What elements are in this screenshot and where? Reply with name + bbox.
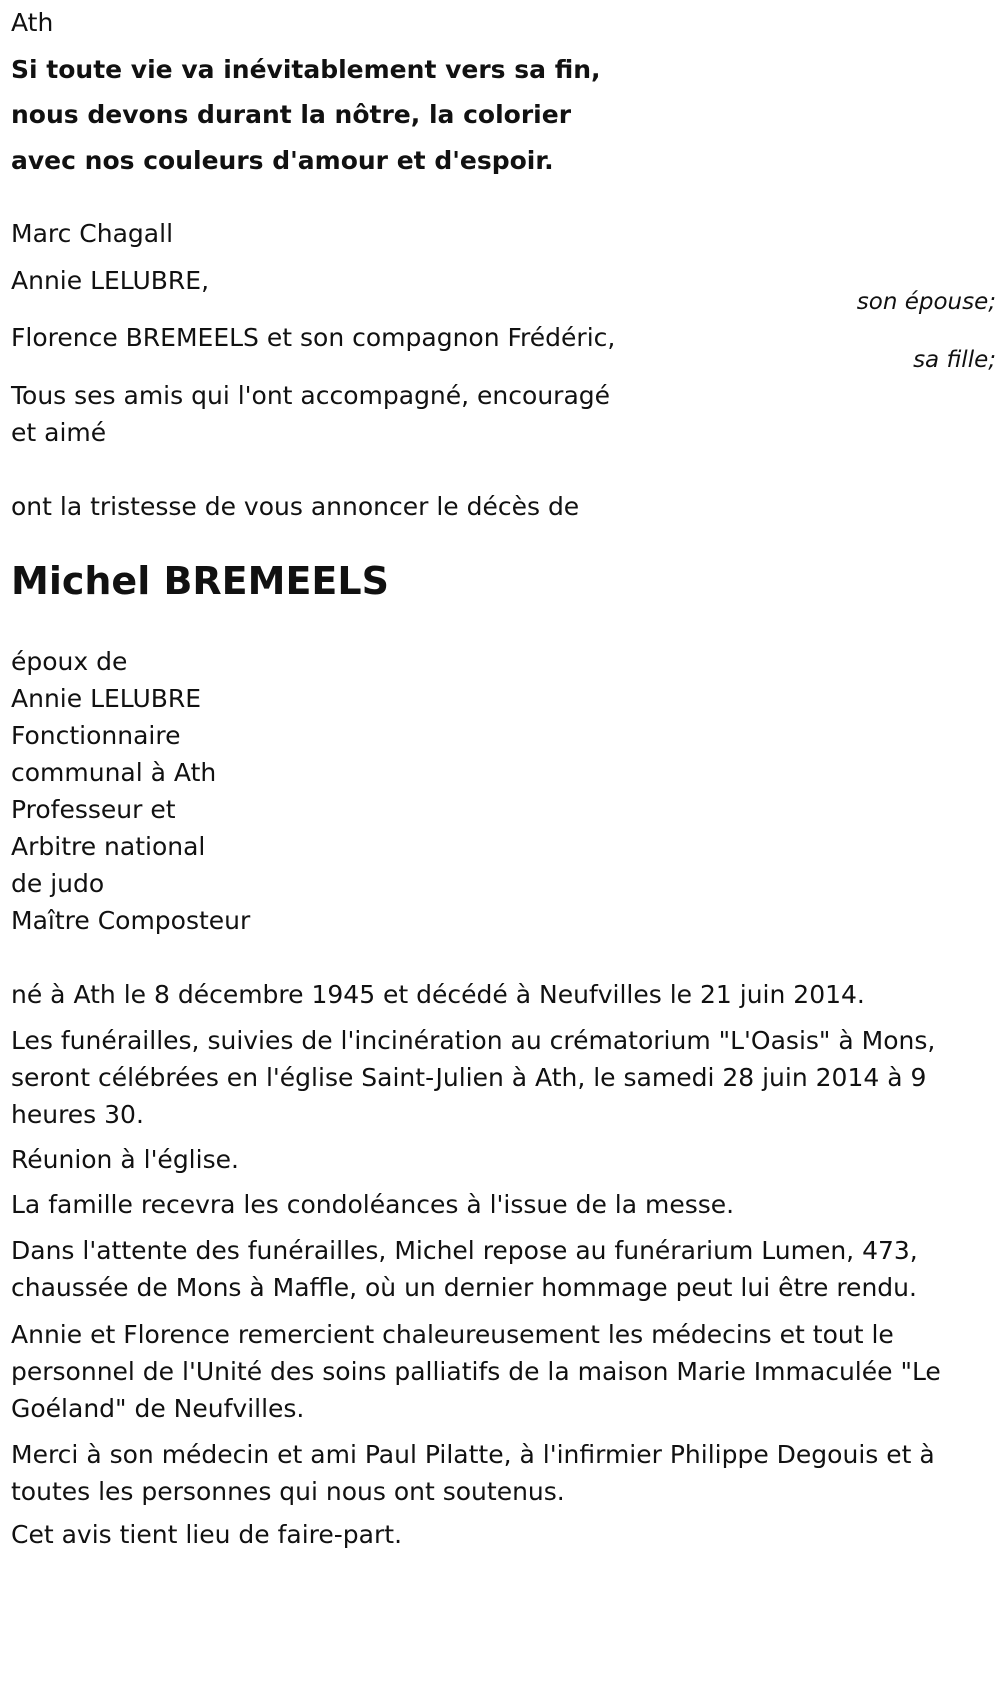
detail-line: Arbitre national (11, 832, 206, 861)
condolences-info: La famille recevra les condoléances à l'issue de la messe. (11, 1190, 735, 1219)
quote-line-2: nous devons durant la nôtre, la colorier (11, 100, 572, 129)
detail-line: époux de (11, 647, 128, 676)
closing-note: Cet avis tient lieu de faire-part. (11, 1520, 403, 1549)
meeting-info: Réunion à l'église. (11, 1145, 239, 1174)
wake-info: Dans l'attente des funérailles, Michel repose au funérarium Lumen, 473, chaussée de Mons à Maffle, où un dernier hommage peut lui être rendu. (11, 1236, 918, 1302)
detail-line: Fonctionnaire (11, 721, 181, 750)
deceased-name: Michel BREMEELS (11, 559, 389, 603)
spouse-role: son épouse; (856, 289, 996, 315)
detail-line: Professeur et (11, 795, 176, 824)
friends-line-2: et aimé (11, 418, 107, 447)
quote-line-3: avec nos couleurs d'amour et d'espoir. (11, 146, 554, 175)
spouse-name: Annie LELUBRE, (11, 266, 210, 295)
quote-line-1: Si toute vie va inévitablement vers sa fin, (11, 55, 601, 84)
announcement: ont la tristesse de vous annoncer le décès de (11, 492, 580, 521)
detail-line: Annie LELUBRE (11, 684, 202, 713)
thanks-doctor: Merci à son médecin et ami Paul Pilatte, à l'infirmier Philippe Degouis et à toutes les personnes qui nous ont soutenus. (11, 1440, 935, 1506)
detail-line: communal à Ath (11, 758, 217, 787)
daughter-role: sa fille; (913, 347, 996, 373)
friends-line-1: Tous ses amis qui l'ont accompagné, encouragé (11, 381, 611, 410)
detail-line: de judo (11, 869, 105, 898)
daughter-name: Florence BREMEELS et son compagnon Frédéric, (11, 323, 616, 352)
quote-author: Marc Chagall (11, 219, 174, 248)
birth-death-dates: né à Ath le 8 décembre 1945 et décédé à Neufvilles le 21 juin 2014. (11, 980, 865, 1009)
location: Ath (11, 8, 54, 37)
thanks-medical-staff: Annie et Florence remercient chaleureusement les médecins et tout le personnel de l'Unité des soins palliatifs de la maison Marie Immaculée "Le Goéland" de Neufvilles. (11, 1320, 941, 1423)
funeral-info: Les funérailles, suivies de l'incinération au crématorium "L'Oasis" à Mons, seront célébrées en l'église Saint-Julien à Ath, le samedi 28 juin 2014 à 9 heures 30. (11, 1026, 936, 1129)
detail-line: Maître Composteur (11, 906, 251, 935)
